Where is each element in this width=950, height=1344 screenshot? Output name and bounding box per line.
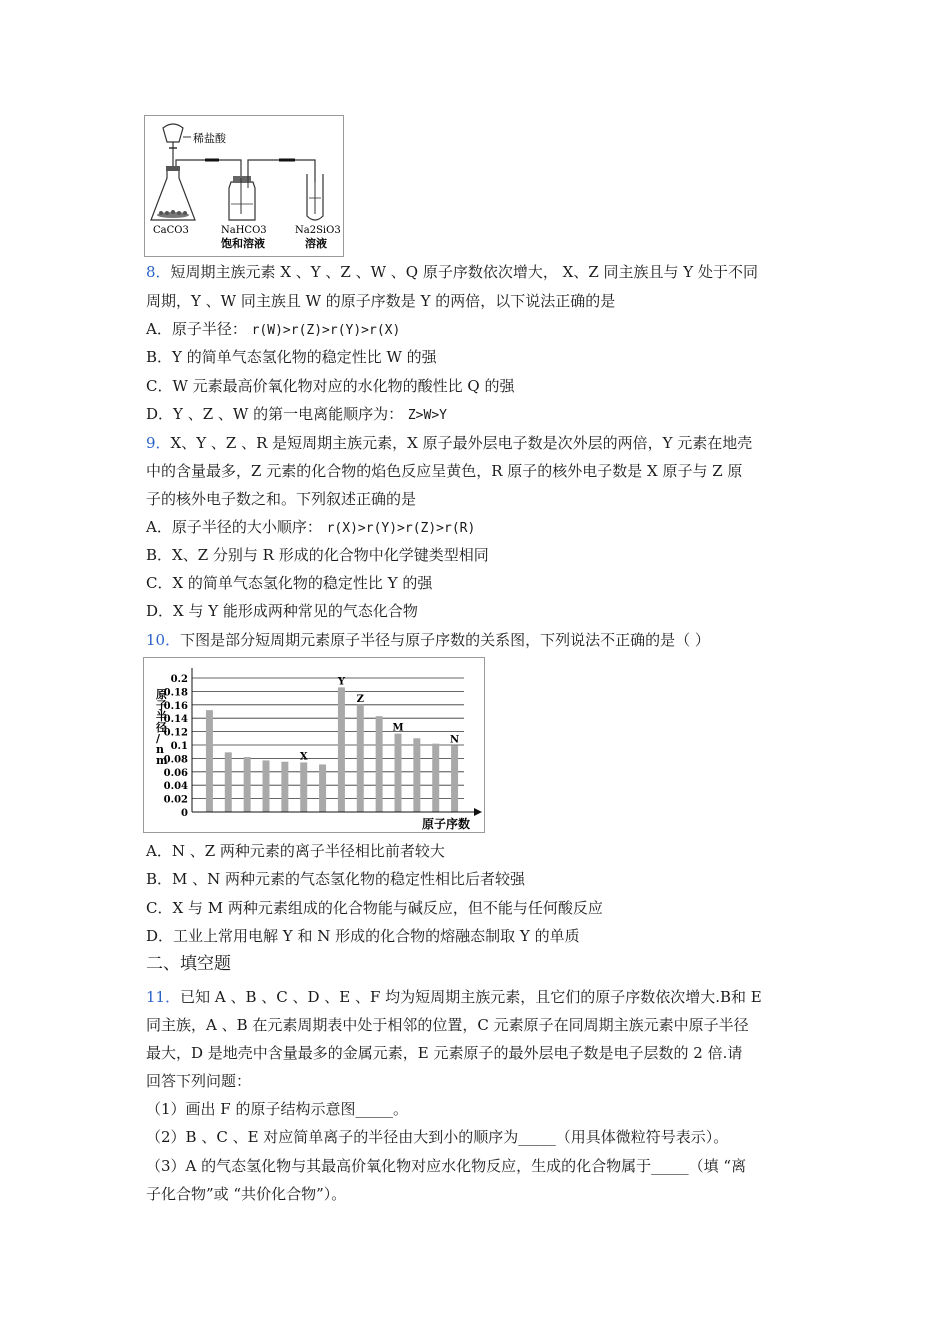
q9-stem-line2: 中的含量最多，Z 元素的化合物的焰色反应呈黄色，R 原子的核外电子数是 X 原子与 Z 原 — [146, 462, 743, 480]
q9-option-a-expr: r(X)>r(Y)>r(Z)>r(R) — [326, 521, 476, 536]
q9-stem-line3: 子的核外电子数之和。下列叙述正确的是 — [146, 490, 417, 508]
chart-y-tick-label: 0.16 — [163, 700, 188, 712]
label-nahco3: NaHCO3 — [221, 225, 267, 236]
chart-bar — [281, 762, 288, 812]
q11-sub3-line1: （3）A 的气态氢化物与其最高价氧化物对应水化物反应，生成的化合物属于_____（填 “离 — [146, 1157, 747, 1175]
chart-point-label: M — [392, 722, 404, 734]
chart-svg — [144, 658, 484, 832]
q11-stem-text1: 已知 A 、B 、C 、D 、E 、F 均为短周期主族元素，且它们的原子序数依次增大.B和 E — [180, 988, 762, 1006]
chart-y-ticks — [164, 674, 188, 819]
label-na2sio3: Na2SiO3 — [295, 225, 341, 236]
chart-bar — [395, 734, 402, 812]
chart-bars — [206, 687, 458, 812]
chart-y-tick-label: 0.08 — [163, 754, 188, 766]
chart-grid — [192, 678, 464, 799]
q9-number: 9． — [146, 434, 171, 452]
q11-stem-line3: 最大，D 是地壳中含量最多的金属元素，E 元素原子的最外层电子数是电子层数的 2 倍.请 — [146, 1044, 743, 1062]
q11-stem-line1 — [146, 988, 762, 1006]
q11-number: 11． — [146, 988, 181, 1006]
q8-option-d — [146, 405, 447, 425]
chart-bar — [376, 716, 383, 812]
chart-y-tick-label: 0 — [181, 808, 188, 819]
chart-y-tick-label: 0.04 — [163, 781, 188, 793]
chart-bar — [206, 710, 213, 812]
q8-option-d-expr: Z>W>Y — [407, 408, 447, 423]
apparatus-figure — [144, 115, 344, 257]
q9-option-b: B．X、Z 分别与 R 形成的化合物中化学键类型相同 — [146, 546, 489, 564]
q11-sub2: （2）B 、C 、E 对应简单离子的半径由大到小的顺序为_____（用具体微粒符号表示）。 — [146, 1128, 729, 1146]
q11-sub1: （1）画出 F 的原子结构示意图_____。 — [146, 1100, 408, 1118]
chart-bar — [263, 760, 270, 812]
q11-sub3-line2: 子化合物”或 “共价化合物”）。 — [146, 1185, 347, 1203]
q9-option-a-label: A．原子半径的大小顺序： — [146, 518, 327, 536]
atomic-radius-chart — [143, 657, 485, 833]
chart-point-label: Y — [337, 676, 345, 688]
chart-y-tick-label: 0.14 — [163, 714, 188, 726]
label-caco3: CaCO3 — [153, 225, 189, 236]
q8-option-a-label: A．原子半径： — [146, 320, 252, 338]
q10-option-d: D．工业上常用电解 Y 和 N 形成的化合物的熔融态制取 Y 的单质 — [146, 927, 580, 945]
chart-bar — [300, 762, 307, 812]
q10-number: 10． — [146, 631, 181, 649]
q8-stem-text1: 短周期主族元素 X 、Y 、Z 、W 、Q 原子序数依次增大， X、Z 同主族且与 Y 处于不同 — [170, 263, 758, 281]
q10-option-a: A．N 、Z 两种元素的离子半径相比前者较大 — [146, 842, 445, 860]
chart-y-tick-label: 0.06 — [163, 767, 188, 779]
chart-y-tick-label: 0.12 — [163, 727, 188, 739]
chart-y-label: 原子半径/ n m — [156, 688, 168, 767]
q8-stem-line1 — [146, 263, 758, 281]
chart-bar — [244, 757, 251, 812]
chart-y-tick-label: 0.02 — [163, 794, 188, 806]
chart-point-label: N — [450, 734, 460, 746]
q9-option-a — [146, 518, 475, 538]
label-na2sio3-sub: 溶液 — [305, 237, 327, 250]
q10-stem — [146, 631, 710, 649]
chart-bar — [357, 705, 364, 812]
q8-option-a-expr: r(W)>r(Z)>r(Y)>r(X) — [251, 323, 401, 338]
q8-option-d-label: D．Y 、Z 、W 的第一电离能顺序为： — [146, 405, 408, 423]
q10-stem-text: 下图是部分短周期元素原子半径与原子序数的关系图，下列说法不正确的是（ ） — [180, 631, 710, 649]
chart-bar — [413, 738, 420, 812]
section-fill-in-title: 二、填空题 — [146, 954, 231, 974]
chart-bar — [338, 687, 345, 812]
q9-stem-text1: X、Y 、Z 、R 是短周期主族元素，X 原子最外层电子数是次外层的两倍，Y 元素在地壳 — [170, 434, 753, 452]
q8-option-a — [146, 320, 400, 340]
chart-point-label: Z — [356, 693, 364, 705]
chart-y-tick-label: 0.2 — [170, 674, 188, 685]
funnel-icon — [163, 124, 183, 142]
q9-stem-line1 — [146, 434, 752, 452]
chart-bar — [432, 744, 439, 812]
chart-bar — [319, 764, 326, 812]
x-axis-arrow-icon — [474, 808, 482, 816]
q11-stem-line4: 回答下列问题： — [146, 1072, 252, 1090]
q8-stem-line2: 周期，Y 、W 同主族且 W 的原子序数是 Y 的两倍，以下说法正确的是 — [146, 292, 616, 310]
chart-bar — [451, 746, 458, 812]
q10-option-b: B．M 、N 两种元素的气态氢化物的稳定性相比后者较强 — [146, 870, 526, 888]
chart-x-label: 原子序数 — [422, 817, 471, 831]
chart-y-tick-label: 0.18 — [163, 687, 188, 699]
q8-option-b: B．Y 的简单气态氢化物的稳定性比 W 的强 — [146, 348, 437, 366]
q11-stem-line2: 同主族，A 、B 在元素周期表中处于相邻的位置，C 元素原子在同周期主族元素中原子半径 — [146, 1016, 749, 1034]
q8-number: 8． — [146, 263, 171, 281]
q9-option-c: C．X 的简单气态氢化物的稳定性比 Y 的强 — [146, 574, 433, 592]
q8-option-c: C．W 元素最高价氧化物对应的水化物的酸性比 Q 的强 — [146, 377, 515, 395]
chart-y-tick-label: 0.1 — [170, 741, 188, 752]
label-acid: 稀盐酸 — [193, 132, 226, 145]
wash-bottle-icon — [229, 182, 255, 220]
q10-option-c: C．X 与 M 两种元素组成的化合物能与碱反应，但不能与任何酸反应 — [146, 899, 603, 917]
apparatus-drawing — [145, 116, 343, 256]
label-nahco3-sub: 饱和溶液 — [221, 237, 265, 250]
chart-bar — [225, 752, 232, 812]
chart-point-label: X — [299, 751, 308, 763]
q9-option-d: D．X 与 Y 能形成两种常见的气态化合物 — [146, 602, 418, 620]
